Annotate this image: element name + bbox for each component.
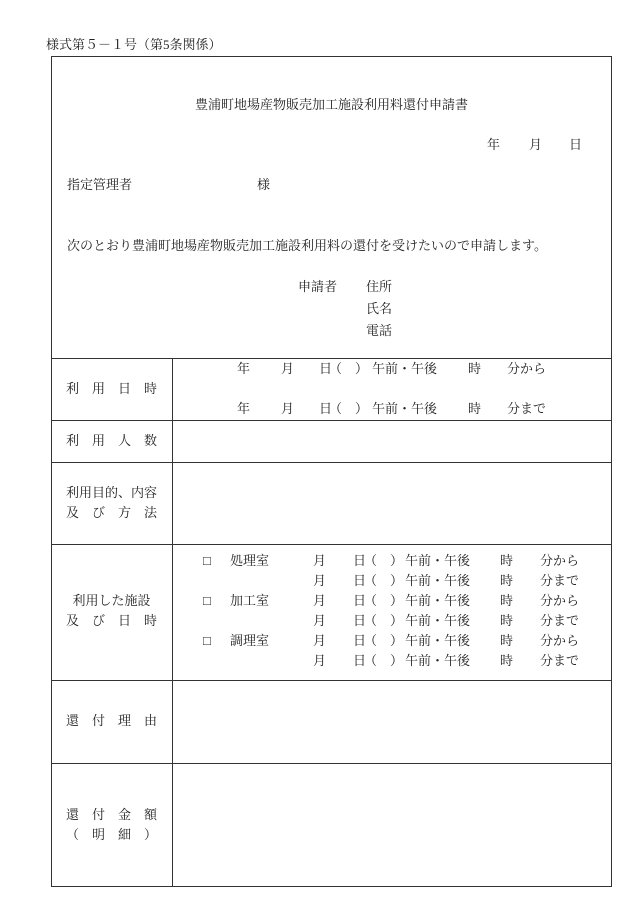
day-label: 日 xyxy=(353,653,367,668)
usage-start-line xyxy=(0,360,630,378)
month-label: 月 xyxy=(313,553,327,568)
hour-label: 時 xyxy=(468,401,482,416)
am-pm-label: 午前・午後 xyxy=(372,361,438,376)
minute-label: 分まで xyxy=(540,573,580,588)
form-number: 様式第５－１号（第5条関係） xyxy=(46,37,222,52)
divider xyxy=(51,544,612,545)
date-year: 年 xyxy=(487,137,501,152)
month-label: 月 xyxy=(313,613,327,628)
facility-line xyxy=(0,632,630,650)
am-pm-label: 午前・午後 xyxy=(372,401,438,416)
date-day: 日 xyxy=(569,137,583,152)
am-pm-label: 午前・午後 xyxy=(405,633,471,648)
hour-label: 時 xyxy=(500,653,514,668)
am-pm-label: 午前・午後 xyxy=(405,653,471,668)
weekday-paren: （ ） xyxy=(364,573,404,588)
applicant-label: 申請者 xyxy=(298,279,338,294)
weekday-paren: （ ） xyxy=(329,401,369,416)
applicant-name-label: 氏名 xyxy=(366,301,393,316)
day-label: 日 xyxy=(353,633,367,648)
month-label: 月 xyxy=(313,593,327,608)
hour-label: 時 xyxy=(500,553,514,568)
facility-line xyxy=(0,612,630,630)
am-pm-label: 午前・午後 xyxy=(405,593,471,608)
request-statement: 次のとおり豊浦町地場産物販売加工施設利用料の還付を受けたいので申請します。 xyxy=(67,238,547,253)
usage-datetime-label: 利 用 日 時 xyxy=(65,381,157,396)
day-label: 日 xyxy=(353,593,367,608)
facility-checkbox-cooking[interactable]: □ xyxy=(203,633,211,648)
facility-line xyxy=(0,572,630,590)
weekday-paren: （ ） xyxy=(364,553,404,568)
day-label: 日 xyxy=(319,361,333,376)
am-pm-label: 午前・午後 xyxy=(405,613,471,628)
facility-name: 調理室 xyxy=(230,633,270,648)
facility-name: 処理室 xyxy=(230,553,270,568)
weekday-paren: （ ） xyxy=(364,653,404,668)
applicant-address-label: 住所 xyxy=(366,279,393,294)
facility-checkbox-processing-room[interactable]: □ xyxy=(203,593,211,608)
addressee-label: 指定管理者 xyxy=(67,177,133,192)
hour-label: 時 xyxy=(500,573,514,588)
day-label: 日 xyxy=(353,613,367,628)
day-label: 日 xyxy=(353,553,367,568)
purpose-label-line1: 利用目的、内容 xyxy=(65,485,157,500)
minute-label: 分から xyxy=(540,553,580,568)
hour-label: 時 xyxy=(500,613,514,628)
facility-line xyxy=(0,652,630,670)
weekday-paren: （ ） xyxy=(364,593,404,608)
usage-people-field xyxy=(173,421,611,462)
refund-amount-label-line2: （ 明 細 ） xyxy=(65,827,157,842)
facility-line xyxy=(0,552,630,570)
minute-label: 分から xyxy=(540,593,580,608)
facility-checkbox-processing[interactable]: □ xyxy=(203,553,211,568)
purpose-label-line2: 及 び 方 法 xyxy=(65,505,157,520)
form-title: 豊浦町地場産物販売加工施設利用料還付申請書 xyxy=(194,97,468,112)
date-month: 月 xyxy=(529,137,543,152)
am-pm-label: 午前・午後 xyxy=(405,553,471,568)
facility-name: 加工室 xyxy=(230,593,270,608)
month-label: 月 xyxy=(313,633,327,648)
refund-amount-field xyxy=(173,764,611,885)
month-label: 月 xyxy=(313,653,327,668)
minute-label: 分から xyxy=(507,361,547,376)
facilities-label-line1: 利用した施設 xyxy=(72,593,151,608)
month-label: 月 xyxy=(313,573,327,588)
weekday-paren: （ ） xyxy=(329,361,369,376)
facility-line xyxy=(0,592,630,610)
am-pm-label: 午前・午後 xyxy=(405,573,471,588)
month-label: 月 xyxy=(281,401,295,416)
minute-label: 分まで xyxy=(507,401,547,416)
addressee-honorific: 様 xyxy=(257,177,271,192)
refund-amount-label-line1: 還 付 金 額 xyxy=(65,807,157,822)
applicant-phone-label: 電話 xyxy=(366,323,393,338)
minute-label: 分から xyxy=(540,633,580,648)
day-label: 日 xyxy=(319,401,333,416)
usage-end-line xyxy=(0,400,630,418)
facilities-label-line2: 及 び 日 時 xyxy=(65,613,157,628)
year-label: 年 xyxy=(237,361,251,376)
day-label: 日 xyxy=(353,573,367,588)
refund-reason-label: 還 付 理 由 xyxy=(65,713,157,728)
hour-label: 時 xyxy=(468,361,482,376)
hour-label: 時 xyxy=(500,593,514,608)
weekday-paren: （ ） xyxy=(364,613,404,628)
minute-label: 分まで xyxy=(540,653,580,668)
weekday-paren: （ ） xyxy=(364,633,404,648)
divider xyxy=(51,358,612,359)
minute-label: 分まで xyxy=(540,613,580,628)
purpose-field xyxy=(173,463,611,544)
usage-people-label: 利 用 人 数 xyxy=(65,433,157,448)
year-label: 年 xyxy=(237,401,251,416)
hour-label: 時 xyxy=(500,633,514,648)
month-label: 月 xyxy=(281,361,295,376)
refund-reason-field xyxy=(173,681,611,763)
